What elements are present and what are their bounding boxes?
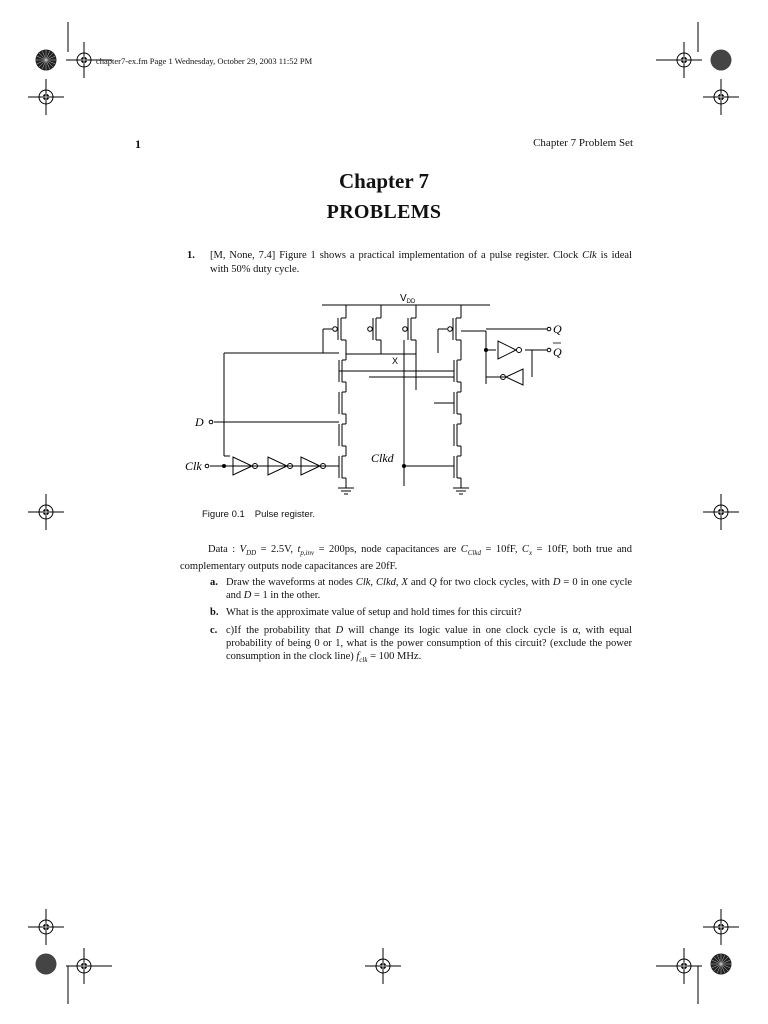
subpart-c: c. c)If the probability that D will change its logic value in one clock cycle is α, with equal probability of being 0 or 1, what is the power consumption of this circuit? (exclude the power consumption in the clock line) $f_{clk} = 100$ MHz.	[210, 625, 632, 665]
vdd-label: $V_{DD}$	[400, 293, 416, 305]
data-paragraph: Data : $V_{DD} = 2.5V$, $t_{p,inv} = 200ps$, node capacitances are $C_{Clkd} = 10fF$, $C_x = 10fF$, both true and complementary outputs node capacitances are 20fF.	[180, 544, 632, 573]
d-input-label: D	[195, 415, 204, 429]
page-slug: chapter7-ex.fm Page 1 Wednesday, October 29, 2003 11:52 PM	[96, 56, 313, 66]
chapter-title: Chapter 7	[338, 169, 430, 193]
problem-number: 1.	[187, 250, 195, 261]
pulse-register-circuit	[180, 286, 600, 506]
problem-statement: [M, None, 7.4] Figure 1 shows a practical implementation of a pulse register. Clock Clk is ideal with 50% duty cycle.	[210, 250, 632, 275]
figure-caption: Figure 0.1 Pulse register.	[202, 509, 315, 520]
clkd-node-label: Clkd	[371, 451, 394, 465]
subpart-b: b. What is the approximate value of setup and hold times for this circuit?	[210, 607, 522, 618]
q-bar-output-label: Q	[553, 345, 562, 359]
page-number: 1	[135, 137, 141, 151]
node-x-label: X	[392, 356, 399, 366]
q-output-label: Q	[553, 322, 562, 336]
running-head: Chapter 7 Problem Set	[533, 137, 633, 149]
clk-input-label: Clk	[185, 459, 202, 473]
section-title: PROBLEMS	[326, 201, 442, 223]
subpart-a: a. Draw the waveforms at nodes Clk, Clkd, X and Q for two clock cycles, with D = 0 in one cycle and D = 1 in the other.	[210, 577, 633, 601]
